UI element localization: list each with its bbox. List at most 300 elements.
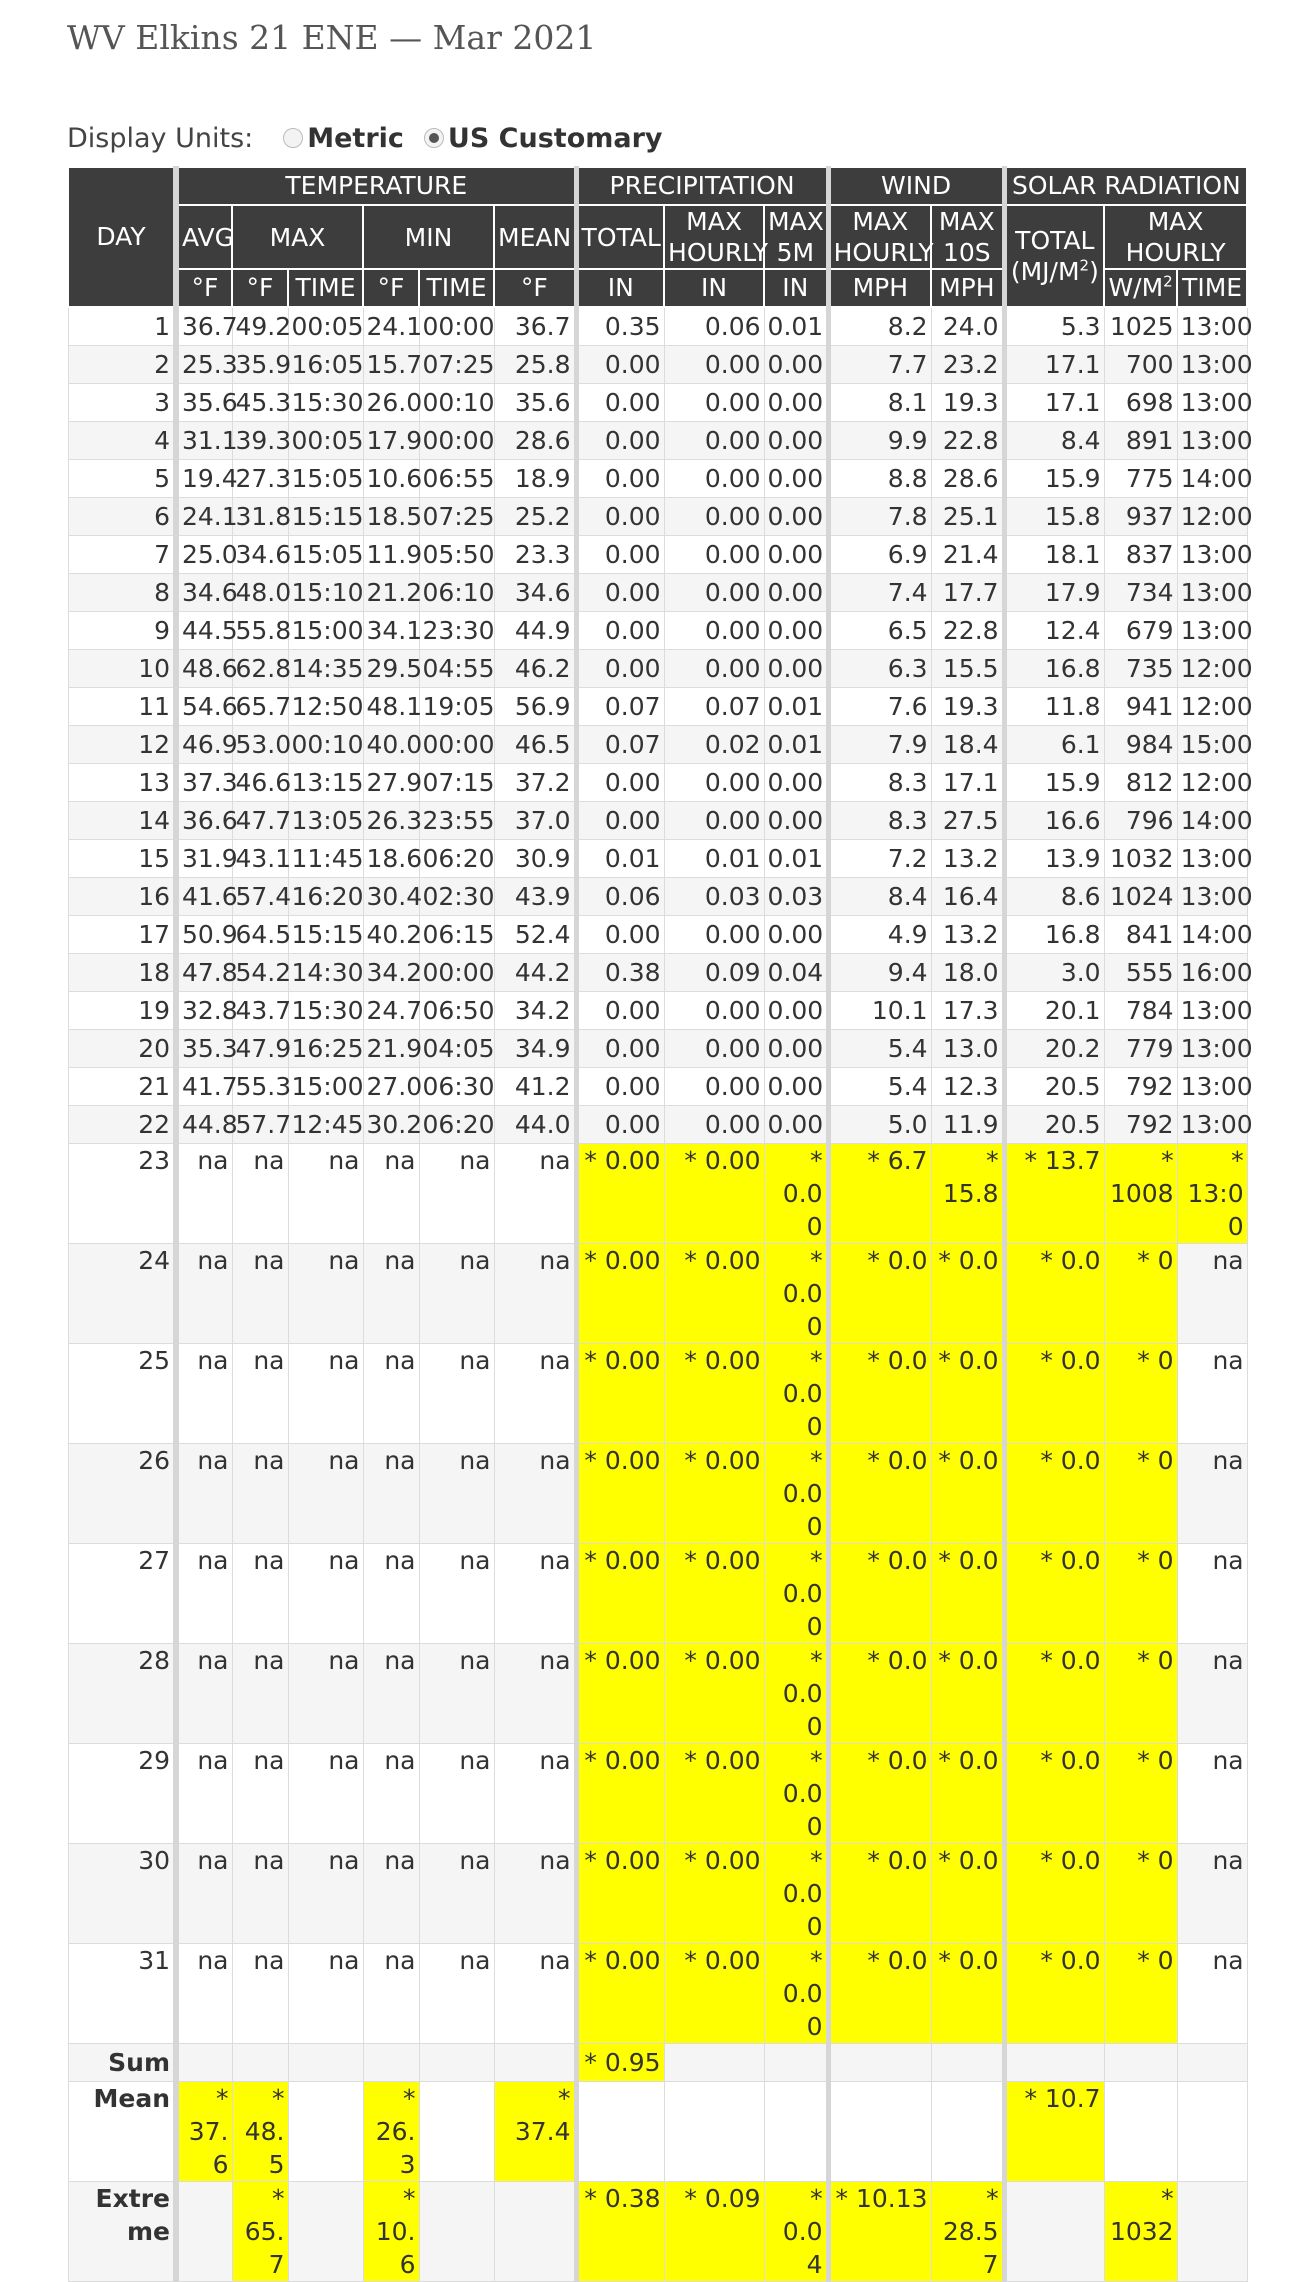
temp-mean-cell: 46.5 (494, 726, 576, 764)
temp-max-time-cell: na (288, 1844, 363, 1944)
solar-total-cell: 20.1 (1004, 992, 1104, 1030)
summary-cell (1004, 2044, 1104, 2082)
temp-avg-cell: 46.9 (176, 726, 232, 764)
solar-max-time-cell: na (1177, 1444, 1247, 1544)
solar-radiation-group-header: SOLAR RADIATION (1004, 167, 1247, 205)
table-row (68, 536, 1247, 574)
precip-total-cell: * 0.00 (576, 1944, 664, 2044)
temp-max-time-cell: 15:05 (288, 536, 363, 574)
temp-min-time-cell: 06:20 (419, 1106, 494, 1144)
temp-avg-cell: 35.6 (176, 384, 232, 422)
solar-max-hourly-cell: 792 (1104, 1106, 1177, 1144)
day-cell: 26 (68, 1444, 176, 1544)
solar-total-header: TOTAL $(MJ/M^2)$ (1004, 205, 1104, 307)
temp-min-time-cell: na (419, 1544, 494, 1644)
day-cell: 13 (68, 764, 176, 802)
solar-max-hourly-cell: 1025 (1104, 307, 1177, 346)
day-cell: 14 (68, 802, 176, 840)
temp-min-cell: 30.2 (363, 1106, 419, 1144)
precip-max-5m-cell: 0.00 (764, 422, 828, 460)
wind-max-10s-cell: * 0.0 (931, 1344, 1004, 1444)
summary-cell: * 65.7 (232, 2182, 288, 2282)
solar-max-hourly-cell: 700 (1104, 346, 1177, 384)
temp-max-time-cell: 12:50 (288, 688, 363, 726)
precip-max-5m-cell: 0.00 (764, 612, 828, 650)
temp-avg-cell: 44.5 (176, 612, 232, 650)
precip-max-hourly-cell: 0.00 (664, 574, 764, 612)
precip-max-5m-cell: 0.00 (764, 346, 828, 384)
wind-max-10s-cell: 23.2 (931, 346, 1004, 384)
precip-total-cell: 0.00 (576, 384, 664, 422)
wind-max-10s-cell: 19.3 (931, 384, 1004, 422)
precip-total-header: TOTAL (576, 205, 664, 269)
temp-min-cell: 21.9 (363, 1030, 419, 1068)
temp-max-cell: na (232, 1844, 288, 1944)
precip-max-5m-cell: 0.00 (764, 764, 828, 802)
summary-cell: * 10.7 (1004, 2082, 1104, 2182)
precip-max-hourly-cell: 0.01 (664, 840, 764, 878)
solar-max-hourly-cell: 796 (1104, 802, 1177, 840)
precip-max-hourly-cell: * 0.00 (664, 1544, 764, 1644)
day-cell: 25 (68, 1344, 176, 1444)
solar-max-hourly-cell: 698 (1104, 384, 1177, 422)
temp-max-time-cell: 15:30 (288, 384, 363, 422)
table-row (68, 1344, 1247, 1444)
table-row (68, 1030, 1247, 1068)
solar-max-time-cell: 12:00 (1177, 688, 1247, 726)
precip-max-hourly-cell: 0.00 (664, 612, 764, 650)
table-row (68, 1944, 1247, 2044)
solar-max-time-cell: na (1177, 1744, 1247, 1844)
table-row (68, 384, 1247, 422)
wind-max-10s-cell: 19.3 (931, 688, 1004, 726)
wind-max-10s-cell: 17.3 (931, 992, 1004, 1030)
wind-max-hourly-cell: * 0.0 (828, 1944, 931, 2044)
day-cell: 16 (68, 878, 176, 916)
temp-min-cell: na (363, 1344, 419, 1444)
temp-max-time-cell: na (288, 1344, 363, 1444)
wind-group-header: WIND (828, 167, 1004, 205)
temp-max-time-cell: 12:45 (288, 1106, 363, 1144)
unit-header: MPH (828, 269, 931, 307)
summary-cell (664, 2082, 764, 2182)
summary-cell (764, 2082, 828, 2182)
summary-cell: * 0.04 (764, 2182, 828, 2282)
precip-max-hourly-cell: 0.00 (664, 536, 764, 574)
wind-max-hourly-cell: 9.9 (828, 422, 931, 460)
solar-max-time-cell: 13:00 (1177, 612, 1247, 650)
temp-max-cell: 46.6 (232, 764, 288, 802)
solar-max-hourly-cell: * 0 (1104, 1444, 1177, 1544)
solar-max-hourly-cell: * 0 (1104, 1544, 1177, 1644)
precip-total-cell: * 0.00 (576, 1644, 664, 1744)
summary-cell (419, 2082, 494, 2182)
temp-max-time-cell: 15:30 (288, 992, 363, 1030)
precip-max-5m-cell: 0.01 (764, 688, 828, 726)
display-units-control (67, 118, 683, 158)
unit-header: IN (764, 269, 828, 307)
temp-max-cell: 65.7 (232, 688, 288, 726)
temp-min-time-cell: 00:00 (419, 954, 494, 992)
summary-row-sum (68, 2044, 1247, 2082)
temp-min-time-cell: 06:15 (419, 916, 494, 954)
temp-max-cell: 35.9 (232, 346, 288, 384)
solar-total-cell: 17.1 (1004, 384, 1104, 422)
day-cell: 31 (68, 1944, 176, 2044)
solar-total-cell: 17.1 (1004, 346, 1104, 384)
wind-max-hourly-cell: * 0.0 (828, 1844, 931, 1944)
day-cell: 30 (68, 1844, 176, 1944)
temp-avg-cell: na (176, 1844, 232, 1944)
temp-max-time-cell: 14:30 (288, 954, 363, 992)
temp-mean-cell: 46.2 (494, 650, 576, 688)
summary-cell (288, 2082, 363, 2182)
precip-max-hourly-cell: 0.00 (664, 992, 764, 1030)
precip-max-hourly-cell: 0.09 (664, 954, 764, 992)
temp-min-time-cell: 19:05 (419, 688, 494, 726)
temp-avg-cell: 25.0 (176, 536, 232, 574)
precip-max-hourly-cell: 0.00 (664, 764, 764, 802)
temp-max-cell: 31.8 (232, 498, 288, 536)
solar-max-time-cell: na (1177, 1844, 1247, 1944)
temp-max-cell: 57.7 (232, 1106, 288, 1144)
summary-cell (931, 2044, 1004, 2082)
summary-cell: * 28.57 (931, 2182, 1004, 2282)
temp-min-cell: 34.1 (363, 612, 419, 650)
solar-max-hourly-cell: 735 (1104, 650, 1177, 688)
temp-max-time-cell: 16:05 (288, 346, 363, 384)
temp-min-cell: na (363, 1544, 419, 1644)
units-us-customary-option[interactable] (424, 123, 663, 154)
solar-max-time-cell: 15:00 (1177, 726, 1247, 764)
temp-min-time-cell: 00:00 (419, 726, 494, 764)
temp-min-cell: 40.2 (363, 916, 419, 954)
solar-max-time-cell: 13:00 (1177, 992, 1247, 1030)
temp-mean-cell: 28.6 (494, 422, 576, 460)
wind-max-hourly-cell: 6.9 (828, 536, 931, 574)
wind-max-hourly-cell: * 6.7 (828, 1144, 931, 1244)
radio-unchecked-icon[interactable] (283, 128, 303, 148)
wind-max-10s-cell: * 0.0 (931, 1544, 1004, 1644)
summary-label: Sum (68, 2044, 176, 2082)
temp-avg-cell: 24.1 (176, 498, 232, 536)
temp-avg-cell: na (176, 1144, 232, 1244)
temp-max-time-cell: na (288, 1144, 363, 1244)
day-cell: 21 (68, 1068, 176, 1106)
temp-min-header: MIN (363, 205, 494, 269)
day-cell: 18 (68, 954, 176, 992)
temp-mean-cell: 56.9 (494, 688, 576, 726)
wind-max-hourly-cell: 7.8 (828, 498, 931, 536)
wind-max-hourly-cell: 8.4 (828, 878, 931, 916)
summary-cell (363, 2044, 419, 2082)
day-cell: 10 (68, 650, 176, 688)
temp-mean-cell: na (494, 1844, 576, 1944)
temp-avg-cell: 47.8 (176, 954, 232, 992)
wind-max-10s-cell: 22.8 (931, 422, 1004, 460)
temp-mean-cell: 25.8 (494, 346, 576, 384)
table-row (68, 802, 1247, 840)
temp-max-time-cell: na (288, 1644, 363, 1744)
temp-min-time-cell: na (419, 1344, 494, 1444)
solar-max-hourly-cell: 841 (1104, 916, 1177, 954)
solar-max-hourly-cell: 941 (1104, 688, 1177, 726)
precip-max-5m-cell: 0.01 (764, 840, 828, 878)
day-cell: 23 (68, 1144, 176, 1244)
precip-max-hourly-cell: * 0.00 (664, 1144, 764, 1244)
wind-max-10s-cell: 16.4 (931, 878, 1004, 916)
temp-min-time-cell: na (419, 1944, 494, 2044)
temp-max-cell: na (232, 1444, 288, 1544)
solar-total-cell: 18.1 (1004, 536, 1104, 574)
temp-max-cell: 64.5 (232, 916, 288, 954)
summary-cell: * 0.38 (576, 2182, 664, 2282)
day-cell: 24 (68, 1244, 176, 1344)
summary-cell (828, 2082, 931, 2182)
wind-max-hourly-cell: 8.2 (828, 307, 931, 346)
wind-max-10s-cell: * 0.0 (931, 1644, 1004, 1744)
summary-cell (288, 2182, 363, 2282)
precip-total-cell: 0.07 (576, 688, 664, 726)
units-metric-option[interactable] (283, 123, 404, 154)
summary-cell (931, 2082, 1004, 2182)
temp-avg-cell: 25.3 (176, 346, 232, 384)
precip-max-5m-cell: * 0.00 (764, 1844, 828, 1944)
unit-header: TIME (1177, 269, 1247, 307)
solar-max-hourly-cell: 679 (1104, 612, 1177, 650)
summary-cell (494, 2182, 576, 2282)
temp-min-cell: 34.2 (363, 954, 419, 992)
solar-max-hourly-cell: 734 (1104, 574, 1177, 612)
precip-max-5m-cell: * 0.00 (764, 1544, 828, 1644)
day-cell: 17 (68, 916, 176, 954)
temp-max-time-cell: 15:05 (288, 460, 363, 498)
precip-max-5m-cell: * 0.00 (764, 1144, 828, 1244)
wind-max-10s-cell: 25.1 (931, 498, 1004, 536)
wind-max-hourly-cell: * 0.0 (828, 1244, 931, 1344)
table-row (68, 612, 1247, 650)
solar-max-hourly-cell: * 0 (1104, 1344, 1177, 1444)
temp-avg-cell: 31.9 (176, 840, 232, 878)
wind-max-10s-cell: * 0.0 (931, 1744, 1004, 1844)
temp-avg-cell: 36.6 (176, 802, 232, 840)
temp-min-cell: 27.0 (363, 1068, 419, 1106)
solar-total-cell: 8.6 (1004, 878, 1104, 916)
solar-max-hourly-header: MAX HOURLY (1104, 205, 1247, 269)
temp-min-time-cell: 00:10 (419, 384, 494, 422)
wind-max-hourly-cell: 7.9 (828, 726, 931, 764)
precip-total-cell: * 0.00 (576, 1144, 664, 1244)
solar-max-time-cell: 12:00 (1177, 650, 1247, 688)
temp-mean-cell: 23.3 (494, 536, 576, 574)
temp-mean-header: MEAN (494, 205, 576, 269)
precip-max-hourly-cell: 0.03 (664, 878, 764, 916)
wind-max-hourly-cell: 9.4 (828, 954, 931, 992)
temp-min-cell: 26.0 (363, 384, 419, 422)
solar-max-time-cell: 13:00 (1177, 840, 1247, 878)
solar-max-hourly-cell: 555 (1104, 954, 1177, 992)
temp-mean-cell: 35.6 (494, 384, 576, 422)
temp-avg-cell: 48.6 (176, 650, 232, 688)
wind-max-10s-cell: 28.6 (931, 460, 1004, 498)
temp-avg-cell: 41.6 (176, 878, 232, 916)
temp-max-cell: 43.7 (232, 992, 288, 1030)
temp-avg-cell: 34.6 (176, 574, 232, 612)
table-row (68, 688, 1247, 726)
precip-max-5m-cell: * 0.00 (764, 1444, 828, 1544)
temp-mean-cell: 37.0 (494, 802, 576, 840)
temp-max-time-cell: na (288, 1544, 363, 1644)
temp-min-time-cell: 06:50 (419, 992, 494, 1030)
temp-min-cell: na (363, 1844, 419, 1944)
temp-max-time-cell: 16:25 (288, 1030, 363, 1068)
temp-min-cell: 10.6 (363, 460, 419, 498)
temp-min-cell: 18.6 (363, 840, 419, 878)
summary-cell: * 10.13 (828, 2182, 931, 2282)
table-row (68, 1544, 1247, 1644)
wind-max-hourly-cell: * 0.0 (828, 1544, 931, 1644)
temp-min-cell: 29.5 (363, 650, 419, 688)
wind-max-10s-cell: 13.0 (931, 1030, 1004, 1068)
solar-total-cell: 5.3 (1004, 307, 1104, 346)
temp-min-time-cell: 06:30 (419, 1068, 494, 1106)
precip-total-cell: 0.00 (576, 916, 664, 954)
solar-max-hourly-cell: * 0 (1104, 1844, 1177, 1944)
solar-total-cell: 16.8 (1004, 916, 1104, 954)
wind-max-hourly-cell: 7.4 (828, 574, 931, 612)
day-cell: 19 (68, 992, 176, 1030)
wind-max-10s-header: MAX 10S (931, 205, 1004, 269)
wind-max-hourly-cell: 6.5 (828, 612, 931, 650)
table-row (68, 1644, 1247, 1744)
wind-max-hourly-cell: 5.4 (828, 1068, 931, 1106)
unit-header: °F (232, 269, 288, 307)
precip-max-5m-cell: 0.00 (764, 992, 828, 1030)
temp-min-cell: na (363, 1144, 419, 1244)
temp-max-cell: na (232, 1344, 288, 1444)
temp-avg-cell: 35.3 (176, 1030, 232, 1068)
temp-avg-cell: na (176, 1244, 232, 1344)
unit-header: MPH (931, 269, 1004, 307)
temp-max-time-cell: 00:05 (288, 307, 363, 346)
day-cell: 11 (68, 688, 176, 726)
temp-max-time-cell: 15:15 (288, 916, 363, 954)
precip-max-hourly-cell: 0.00 (664, 916, 764, 954)
precip-max-hourly-cell: 0.00 (664, 346, 764, 384)
temp-max-cell: 53.0 (232, 726, 288, 764)
solar-max-hourly-cell: * 0 (1104, 1644, 1177, 1744)
summary-cell: * 48.5 (232, 2082, 288, 2182)
wind-max-hourly-cell: 8.3 (828, 764, 931, 802)
wind-max-10s-cell: 22.8 (931, 612, 1004, 650)
temp-mean-cell: 34.9 (494, 1030, 576, 1068)
summary-cell (664, 2044, 764, 2082)
temp-min-time-cell: 06:20 (419, 840, 494, 878)
wind-max-10s-cell: 13.2 (931, 840, 1004, 878)
precip-max-hourly-cell: * 0.00 (664, 1244, 764, 1344)
precip-max-5m-cell: 0.00 (764, 536, 828, 574)
temp-avg-cell: 54.6 (176, 688, 232, 726)
temp-mean-cell: 36.7 (494, 307, 576, 346)
table-row (68, 307, 1247, 346)
temp-max-time-cell: 16:20 (288, 878, 363, 916)
solar-max-time-cell: na (1177, 1244, 1247, 1344)
temp-max-time-cell: na (288, 1244, 363, 1344)
table-row (68, 954, 1247, 992)
units-us-customary-label: US Customary (447, 122, 663, 154)
table-header (68, 167, 1247, 307)
solar-total-cell: 15.9 (1004, 460, 1104, 498)
precip-total-cell: * 0.00 (576, 1544, 664, 1644)
solar-max-time-cell: 13:00 (1177, 536, 1247, 574)
precip-total-cell: 0.35 (576, 307, 664, 346)
temp-max-time-cell: 14:35 (288, 650, 363, 688)
summary-cell (288, 2044, 363, 2082)
solar-max-time-cell: 14:00 (1177, 802, 1247, 840)
radio-checked-icon[interactable] (424, 128, 444, 148)
solar-total-cell: 20.5 (1004, 1106, 1104, 1144)
wind-max-hourly-cell: 5.0 (828, 1106, 931, 1144)
precip-total-cell: 0.00 (576, 422, 664, 460)
temp-min-time-cell: 04:55 (419, 650, 494, 688)
temp-avg-header: AVG (176, 205, 232, 269)
summary-cell (419, 2182, 494, 2282)
temp-min-cell: na (363, 1244, 419, 1344)
solar-max-time-cell: 13:00 (1177, 878, 1247, 916)
unit-header: IN (664, 269, 764, 307)
temp-mean-cell: 18.9 (494, 460, 576, 498)
day-cell: 27 (68, 1544, 176, 1644)
solar-max-time-cell: 13:00 (1177, 1068, 1247, 1106)
temp-min-time-cell: 02:30 (419, 878, 494, 916)
temp-mean-cell: na (494, 1644, 576, 1744)
precip-max-5m-cell: 0.01 (764, 726, 828, 764)
precip-max-hourly-cell: 0.06 (664, 307, 764, 346)
solar-max-time-cell: 13:00 (1177, 574, 1247, 612)
temp-avg-cell: na (176, 1544, 232, 1644)
solar-total-cell: 20.5 (1004, 1068, 1104, 1106)
temp-min-cell: 27.9 (363, 764, 419, 802)
temp-min-cell: na (363, 1444, 419, 1544)
precip-total-cell: 0.00 (576, 1030, 664, 1068)
temp-mean-cell: 34.6 (494, 574, 576, 612)
table-row (68, 1144, 1247, 1244)
wind-max-hourly-cell: * 0.0 (828, 1744, 931, 1844)
day-cell: 8 (68, 574, 176, 612)
table-row (68, 498, 1247, 536)
temp-max-time-cell: 00:05 (288, 422, 363, 460)
summary-cell (176, 2182, 232, 2282)
summary-cell (1104, 2044, 1177, 2082)
temp-mean-cell: 34.2 (494, 992, 576, 1030)
temp-max-cell: 39.3 (232, 422, 288, 460)
summary-cell (419, 2044, 494, 2082)
table-row (68, 916, 1247, 954)
wind-max-10s-cell: * 15.8 (931, 1144, 1004, 1244)
wind-max-10s-cell: 27.5 (931, 802, 1004, 840)
day-cell: 1 (68, 307, 176, 346)
precip-max-5m-cell: * 0.00 (764, 1744, 828, 1844)
temp-avg-cell: 41.7 (176, 1068, 232, 1106)
precip-max-5m-cell: 0.00 (764, 1068, 828, 1106)
precip-max-5m-cell: 0.00 (764, 574, 828, 612)
wind-max-hourly-cell: 5.4 (828, 1030, 931, 1068)
precip-max-5m-cell: * 0.00 (764, 1344, 828, 1444)
unit-header: °F (363, 269, 419, 307)
temp-max-cell: 57.4 (232, 878, 288, 916)
solar-max-hourly-cell: 775 (1104, 460, 1177, 498)
table-row (68, 650, 1247, 688)
